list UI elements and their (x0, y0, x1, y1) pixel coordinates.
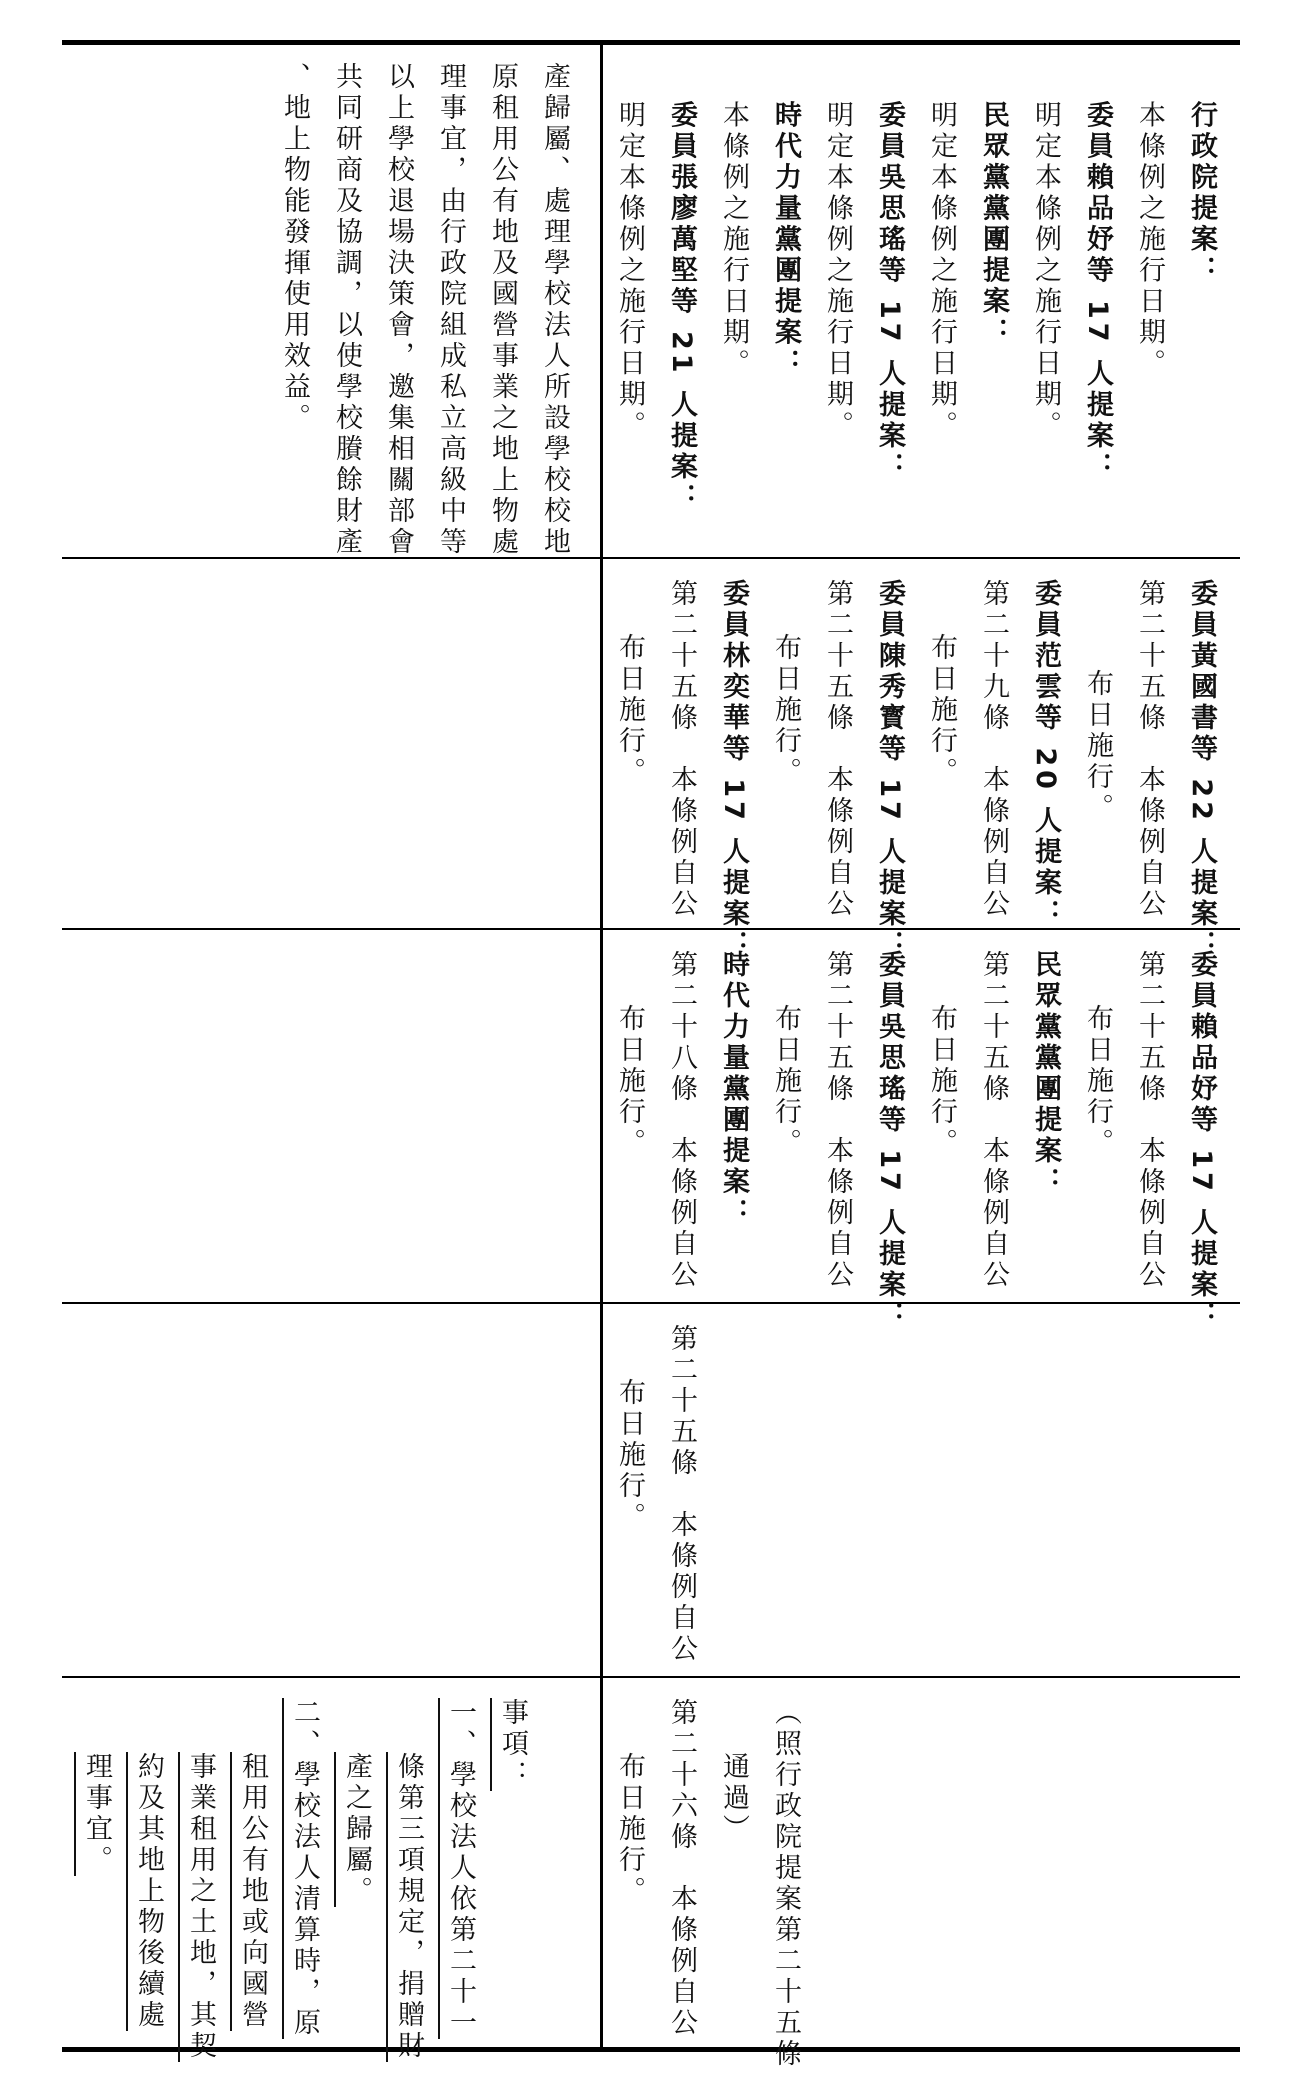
proposer-heading: 委員賴品妤等 17 人提案： (1186, 950, 1217, 1333)
proposer-heading: 時代力量黨團提案： (718, 950, 749, 1229)
row2-cell (603, 44, 1235, 557)
text-line: 布日施行。 (770, 1004, 801, 1159)
text-line: （照行政院提案第二十五條 (770, 1698, 801, 2070)
text-line: 條第三項規定，捐贈財 (393, 1752, 424, 2062)
row3-content (603, 579, 1227, 961)
text-line: 第二十五條 本條例自公 (1134, 579, 1165, 920)
row2-content (603, 101, 1227, 514)
text-line: 第二十五條 本條例自公 (822, 579, 853, 920)
proposer-heading: 委員黃國書等 22 人提案： (1186, 579, 1217, 962)
text-line: 共同研商及協調，以使學校賸餘財產 (331, 62, 362, 558)
proposer-heading: 民眾黨黨團提案： (1030, 950, 1061, 1198)
row4-cell (603, 930, 1235, 1333)
text-line: 布日施行。 (614, 1752, 645, 1907)
text-line: 布日施行。 (614, 633, 645, 788)
text-line: 原租用公有地及國營事業之地上物處 (487, 62, 518, 558)
text-line: 布日施行。 (1082, 669, 1113, 824)
proposer-heading: 委員張廖萬堅等 21 人提案： (666, 100, 697, 514)
text-line: 第二十九條 本條例自公 (978, 579, 1009, 920)
proposer-heading: 委員賴品妤等 17 人提案： (1082, 100, 1113, 483)
text-line: 第二十六條 本條例自公 (666, 1698, 697, 2039)
text-line: 租用公有地或向國營 (237, 1752, 268, 2031)
text-line: 以上學校退場決策會，邀集相關部會 (383, 62, 414, 558)
text-line: 布日施行。 (1082, 1004, 1113, 1159)
text-line: 明定本條例之施行日期。 (1030, 100, 1061, 442)
row1-explanation (268, 62, 580, 558)
proposer-heading: 委員吳思瑤等 17 人提案： (874, 100, 905, 483)
text-line: 理事宜，由行政院組成私立高級中等 (435, 62, 466, 558)
text-line: 約及其地上物後續處 (133, 1752, 164, 2031)
proposer-heading: 時代力量黨團提案： (770, 100, 801, 380)
text-line: 產之歸屬。 (341, 1752, 372, 1907)
row5-content (603, 1324, 707, 1665)
row5-cell (603, 1304, 1235, 1676)
text-line: 第二十五條 本條例自公 (666, 579, 697, 920)
text-line: 第二十五條 本條例自公 (1134, 950, 1165, 1291)
row4-content (603, 950, 1227, 1332)
text-line: 、地上物能發揮使用效益。 (279, 62, 310, 434)
text-line: 布日施行。 (770, 633, 801, 788)
text-line: 布日施行。 (614, 1004, 645, 1159)
text-line: 產歸屬、處理學校法人所設學校校地 (539, 62, 570, 558)
text-line: 二、學校法人清算時，原 (289, 1698, 320, 2039)
text-line: 第二十五條 本條例自公 (978, 950, 1009, 1291)
proposer-heading: 委員吳思瑤等 17 人提案： (874, 950, 905, 1333)
proposer-heading: 委員范雲等 20 人提案： (1030, 579, 1061, 931)
text-line: 明定本條例之施行日期。 (614, 100, 645, 442)
text-line: 布日施行。 (926, 633, 957, 788)
text-line: 事業租用之土地，其契 (185, 1752, 216, 2062)
text-line: 明定本條例之施行日期。 (822, 100, 853, 442)
row6-left-cell (603, 1678, 1235, 2070)
proposer-heading: 委員林奕華等 17 人提案： (718, 579, 749, 962)
row6-matters (70, 1698, 538, 2062)
text-line: 一、學校法人依第二十一 (445, 1698, 476, 2039)
proposer-heading: 委員陳秀寳等 17 人提案： (874, 579, 905, 962)
text-line: 布日施行。 (614, 1378, 645, 1533)
text-line: 本條例之施行日期。 (718, 100, 749, 380)
text-line: 布日施行。 (926, 1004, 957, 1159)
text-line: 第二十八條 本條例自公 (666, 950, 697, 1291)
text-line: 理事宜。 (81, 1752, 112, 1876)
text-line: 明定本條例之施行日期。 (926, 100, 957, 442)
text-line: 第二十五條 本條例自公 (822, 950, 853, 1291)
text-line: 事項： (497, 1698, 528, 1791)
text-line: 通過） (718, 1752, 749, 1845)
row6-article (603, 1698, 811, 2070)
row1-right-cell (60, 44, 580, 557)
text-line: 本條例之施行日期。 (1134, 100, 1165, 380)
proposer-heading: 行政院提案： (1186, 100, 1217, 287)
row3-cell (603, 559, 1235, 962)
row6-right-cell (62, 1678, 600, 2062)
text-line: 第二十五條 本條例自公 (666, 1324, 697, 1665)
proposer-heading: 民眾黨黨團提案： (978, 100, 1009, 349)
